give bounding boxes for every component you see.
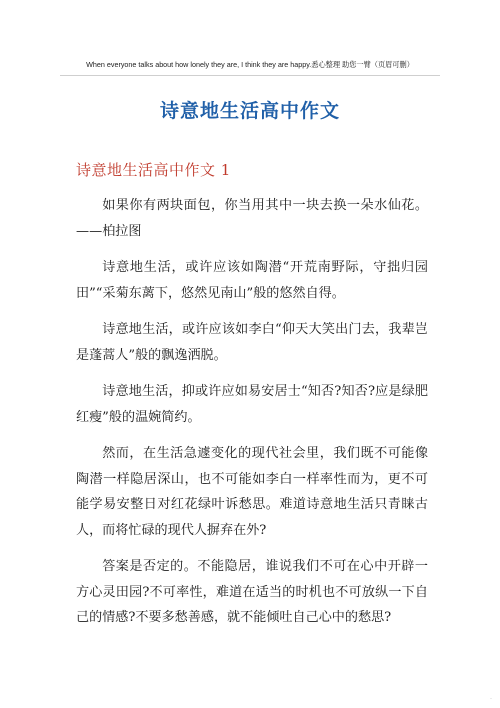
paragraph: 诗意地生活，或许应该如陶潜“开荒南野际，守拙归园田”“采菊东蓠下，悠然见南山”般的悠然自得。 — [76, 260, 428, 301]
paragraph: 如果你有两块面包，你当用其中一块去换一朵水仙花。——柏拉图 — [76, 198, 428, 239]
document-body — [76, 193, 428, 642]
page-header: When everyone talks about how lonely they are, I think they are happy.悉心整理 助您一臂（页眉可删） — [86, 60, 414, 69]
document-title: 诗意地生活高中作文 — [159, 100, 340, 122]
paragraph: 答案是否定的。不能隐居，谁说我们不可在心中开辟一方心灵田园?不可率性，难道在适当的时机也不可放纵一下自己的情感?不要多愁善感，就不能倾吐自己心中的愁思? — [76, 559, 428, 625]
paragraph: 然而，在生活急遽变化的现代社会里，我们既不可能像陶潜一样隐居深山，也不可能如李白一样率性而为，更不可能学易安整日对红花绿叶诉愁思。难道诗意地生活只青睐古人，而将忙碌的现代人摒弃在外? — [76, 446, 428, 538]
paragraph: 诗意地生活，抑或许应如易安居士“知否?知否?应是绿肥红瘦”般的温婉简约。 — [76, 384, 428, 425]
header-divider — [60, 75, 440, 76]
footer-mark: · — [490, 696, 492, 702]
section-title: 诗意地生活高中作文 1 — [76, 161, 231, 179]
paragraph: 诗意地生活，或许应该如李白“仰天大笑出门去，我辈岂是蓬蒿人”般的飘逸洒脱。 — [76, 322, 428, 363]
